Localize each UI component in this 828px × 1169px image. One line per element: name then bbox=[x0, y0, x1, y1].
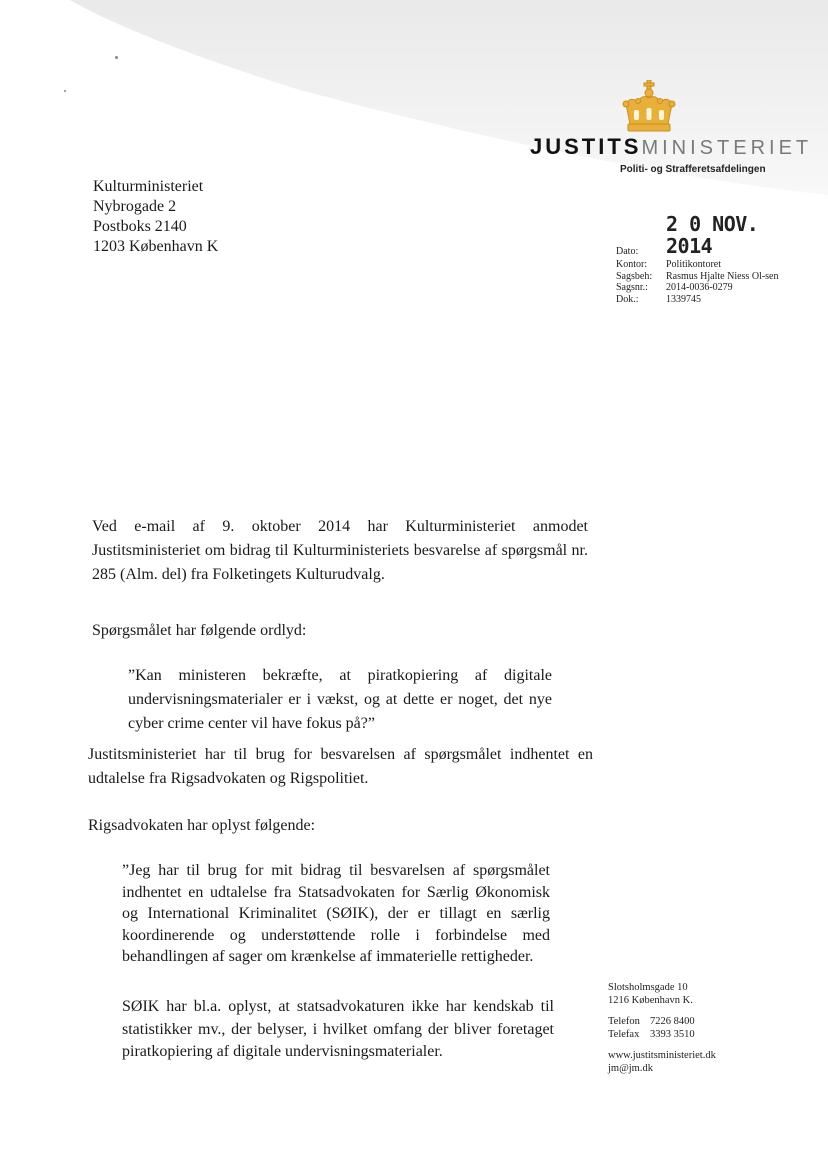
scan-speck bbox=[115, 56, 118, 59]
date-label: Dato: bbox=[616, 245, 639, 257]
document-number-label: Dok.: bbox=[616, 293, 639, 305]
fax-label: Telefax bbox=[608, 1028, 640, 1040]
quote-text: ”Kan ministeren bekræfte, at piratkopiering af digitale undervisningsmaterialer er i vækst, og at dette er noget, det nye cyber crime center vil have fokus på?” bbox=[128, 667, 552, 732]
office-value: Politikontoret bbox=[666, 259, 721, 270]
fax-value: 3393 3510 bbox=[650, 1028, 695, 1040]
paragraph-text: Spørgsmålet har følgende ordlyd: bbox=[92, 622, 307, 639]
body-paragraph bbox=[92, 515, 588, 587]
phone-label: Telefon bbox=[608, 1016, 640, 1027]
body-paragraph bbox=[88, 743, 593, 791]
caseworker-row bbox=[616, 271, 784, 283]
phone-row bbox=[608, 1016, 716, 1029]
caseworker-label: Sagsbeh: bbox=[616, 270, 653, 282]
quote-text: ”Jeg har til brug for mit bidrag til besvarelsen af spørgsmålet indhentet en udtalelse fra Statsadvokaten for Særlig Økonomisk og International Kriminalitet (SØIK), der er tillagt en særlig koordinerende og understøttende rolle i forbindelse med behandlingen af sager om krænkelse af immaterielle rettigheder. bbox=[122, 862, 550, 965]
ministry-logo bbox=[530, 136, 812, 158]
caseworker-value: Rasmus Hjalte Niess Ol-sen bbox=[666, 270, 779, 282]
date-row bbox=[616, 213, 784, 257]
body-paragraph bbox=[92, 619, 588, 643]
phone-value: 7226 8400 bbox=[650, 1016, 695, 1027]
recipient-address bbox=[93, 177, 218, 257]
question-quote bbox=[128, 664, 552, 736]
royal-crown-icon bbox=[620, 80, 678, 136]
date-stamp: 2 0 NOV. 2014 bbox=[666, 212, 759, 258]
address-line: 1203 København K bbox=[93, 238, 219, 255]
prosecutor-quote bbox=[122, 860, 550, 968]
address-line: Postboks 2140 bbox=[93, 218, 187, 235]
footer-city: 1216 København K. bbox=[608, 994, 693, 1006]
case-number-row bbox=[616, 282, 784, 294]
office-label: Kontor: bbox=[616, 259, 648, 270]
logo-text-justits: JUSTITS bbox=[530, 134, 642, 159]
office-row bbox=[616, 259, 784, 271]
paragraph-text: Justitsministeriet har til brug for besvarelsen af spørgsmålet indhentet en udtalelse fra Rigsadvokaten og Rigspolitiet. bbox=[88, 746, 593, 787]
footer-website: www.justitsministeriet.dk bbox=[608, 1050, 716, 1061]
ministry-contact-footer bbox=[608, 982, 716, 1075]
quote-text: SØIK har bl.a. oplyst, at statsadvokaturen ikke har kendskab til statistikker mv., der belyser, i hvilket omfang der bliver foretaget piratkopiering af digitale undervisningsmaterialer. bbox=[122, 998, 554, 1060]
address-line: Nybrogade 2 bbox=[93, 198, 177, 215]
department-name: Politi- og Strafferetsafdelingen bbox=[620, 164, 766, 175]
prosecutor-quote-continued bbox=[122, 996, 554, 1064]
case-number-label: Sagsnr.: bbox=[616, 282, 648, 293]
paragraph-text: Rigsadvokaten har oplyst følgende: bbox=[88, 817, 316, 834]
document-number-value: 1339745 bbox=[666, 293, 701, 305]
paragraph-text: Ved e-mail af 9. oktober 2014 har Kulturministeriet anmodet Justitsministeriet om bidrag til Kulturministeriets besvarelse af spørgsmål nr. 285 (Alm. del) fra Folketingets Kulturudvalg. bbox=[92, 518, 588, 583]
body-paragraph bbox=[88, 814, 588, 838]
case-metadata bbox=[616, 213, 784, 305]
address-line: Kulturministeriet bbox=[93, 178, 204, 195]
case-number-value: 2014-0036-0279 bbox=[666, 282, 733, 293]
document-number-row bbox=[616, 294, 784, 306]
scan-speck bbox=[64, 90, 66, 92]
logo-text-ministeriet: MINISTERIET bbox=[641, 137, 813, 159]
fax-row bbox=[608, 1029, 716, 1042]
footer-email: jm@jm.dk bbox=[608, 1062, 653, 1074]
footer-street: Slotsholmsgade 10 bbox=[608, 982, 688, 993]
